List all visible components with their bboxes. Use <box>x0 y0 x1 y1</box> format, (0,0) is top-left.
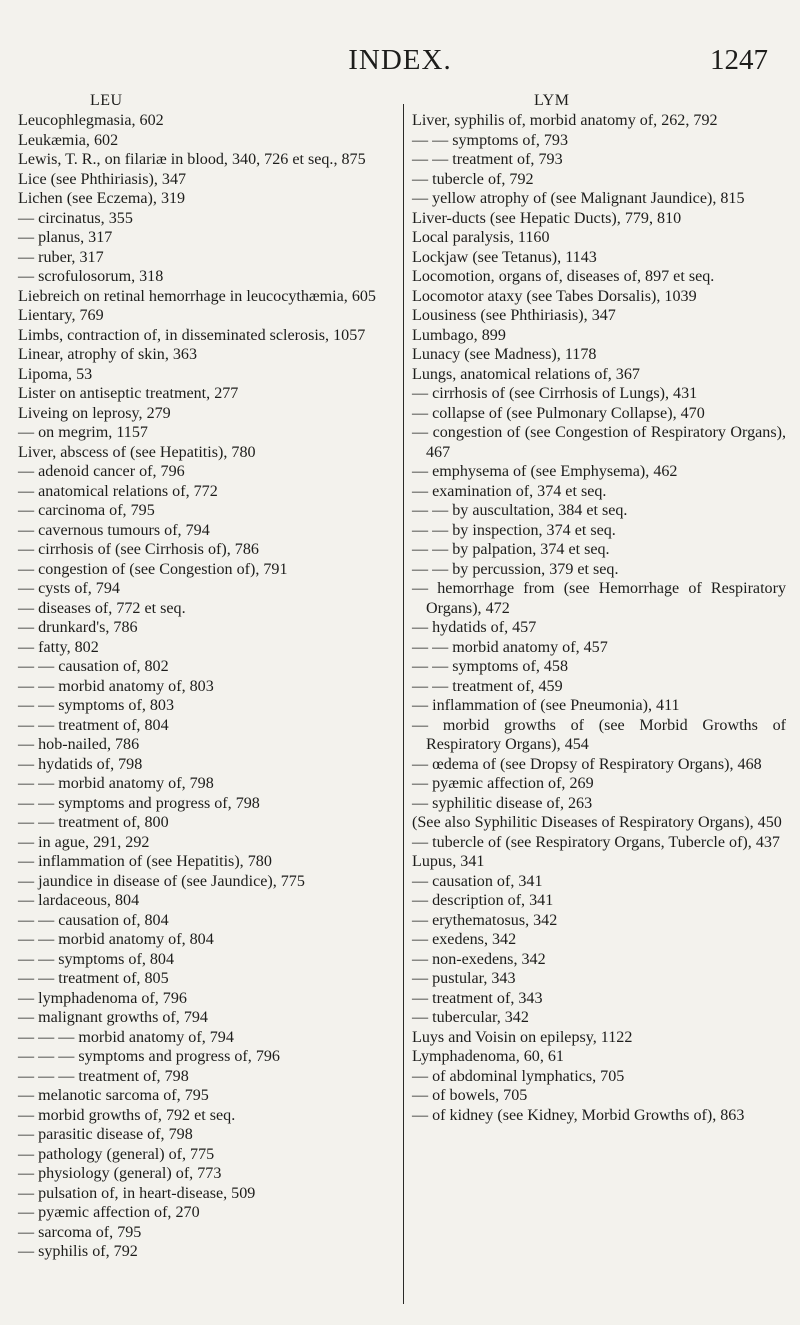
index-entry: Lichen (see Eczema), 319 <box>18 190 186 207</box>
index-entry: Lientary, 769 <box>18 307 104 324</box>
index-entry: — examination of, 374 et seq. <box>412 482 607 500</box>
index-entry: Lunacy (see Madness), 1178 <box>412 346 597 363</box>
index-entry: — planus, 317 <box>18 229 113 246</box>
index-entry: — cirrhosis of (see Cirrhosis of Lungs), 431 <box>412 385 698 402</box>
index-entry: Lymphadenoma, 60, 61 <box>412 1048 564 1065</box>
index-entry: — non-exedens, 342 <box>412 950 546 968</box>
index-entry: — — by auscultation, 384 et seq. <box>412 502 628 519</box>
index-entry: Liveing on leprosy, 279 <box>18 404 171 422</box>
index-entry: Lipoma, 53 <box>18 365 93 383</box>
index-entry: — — treatment of, 805 <box>18 970 169 987</box>
index-entry: — — by palpation, 374 et seq. <box>412 541 610 558</box>
index-entry: Lister on antiseptic treatment, 277 <box>18 385 239 402</box>
index-entry: — lymphadenoma of, 796 <box>18 989 187 1007</box>
index-entry: — cavernous tumours of, 794 <box>18 521 210 539</box>
index-entry: — syphilitic disease of, 263 <box>412 794 593 812</box>
index-entry: — of abdominal lymphatics, 705 <box>412 1067 625 1085</box>
index-entry: — — symptoms of, 793 <box>412 131 569 149</box>
index-entry: — drunkard's, 786 <box>18 619 138 636</box>
index-entry: — inflammation of (see Pneumonia), 411 <box>412 697 680 714</box>
column-divider <box>403 104 404 1304</box>
index-entry: Local paralysis, 1160 <box>412 229 550 246</box>
index-entry: — parasitic disease of, 798 <box>18 1126 193 1143</box>
index-entry: — congestion of (see Congestion of), 791 <box>18 560 288 578</box>
index-entry: — pyæmic affection of, 270 <box>18 1204 200 1221</box>
index-entry: — pyæmic affection of, 269 <box>412 775 594 792</box>
index-entry: — — symptoms of, 804 <box>18 950 175 968</box>
index-entry: — emphysema of (see Emphysema), 462 <box>412 463 678 480</box>
index-entry: — pathology (general) of, 775 <box>18 1145 215 1163</box>
index-entry: Liver, abscess of (see Hepatitis), 780 <box>18 443 256 461</box>
index-entry: — on megrim, 1157 <box>18 424 148 441</box>
index-entry: — of kidney (see Kidney, Morbid Growths of), 863 <box>412 1106 745 1124</box>
index-entry: — pustular, 343 <box>412 970 516 987</box>
index-entry: Lousiness (see Phthiriasis), 347 <box>412 307 616 324</box>
index-entry: — collapse of (see Pulmonary Collapse), 470 <box>412 404 705 422</box>
index-entry: — — symptoms of, 803 <box>18 697 175 714</box>
index-entry: — tubercle of (see Respiratory Organs, Tubercle of), 437 <box>412 833 780 851</box>
index-entry: — sarcoma of, 795 <box>18 1223 142 1241</box>
page-header <box>0 44 800 84</box>
index-entry: — exedens, 342 <box>412 931 517 948</box>
index-entry: — diseases of, 772 et seq. <box>18 599 186 617</box>
index-entry: Liver, syphilis of, morbid anatomy of, 262, 792 <box>412 112 718 129</box>
index-entry: — — — morbid anatomy of, 794 <box>18 1028 234 1046</box>
index-entry: — lardaceous, 804 <box>18 892 140 909</box>
index-entry: — morbid growths of, 792 et seq. <box>18 1106 236 1124</box>
index-entry: — melanotic sarcoma of, 795 <box>18 1087 209 1104</box>
index-entry: — treatment of, 343 <box>412 989 543 1007</box>
index-entry: — — treatment of, 459 <box>412 677 563 695</box>
index-entry: — anatomical relations of, 772 <box>18 482 218 500</box>
index-entry: — syphilis of, 792 <box>18 1243 138 1260</box>
index-entry: Lupus, 341 <box>412 853 485 870</box>
index-entry: — jaundice in disease of (see Jaundice), 775 <box>18 872 305 890</box>
index-entry: — causation of, 341 <box>412 872 543 890</box>
index-entry: — — morbid anatomy of, 803 <box>18 677 214 695</box>
index-entry: (See also Syphilitic Diseases of Respiratory Organs), 450 <box>412 814 782 831</box>
index-entry: — tubercle of, 792 <box>412 170 534 188</box>
page-title: INDEX. <box>348 44 452 76</box>
index-entry: — adenoid cancer of, 796 <box>18 463 185 480</box>
index-entry: — — morbid anatomy of, 804 <box>18 931 214 948</box>
left-guide-word: LEU <box>90 92 123 109</box>
index-entry: — morbid growths of (see Morbid Growths of Respiratory Organs), 454 <box>412 716 786 753</box>
index-entry: — fatty, 802 <box>18 638 99 656</box>
index-entry: — hydatids of, 457 <box>412 619 537 636</box>
index-entry: Lewis, T. R., on filariæ in blood, 340, 726 et seq., 875 <box>18 151 366 168</box>
index-entry: — inflammation of (see Hepatitis), 780 <box>18 853 272 870</box>
index-entry: Leucophlegmasia, 602 <box>18 112 164 129</box>
index-entry: Liebreich on retinal hemorrhage in leucocythæmia, 605 <box>18 287 376 305</box>
right-guide-word: LYM <box>534 92 570 109</box>
index-entry: — — symptoms of, 458 <box>412 658 569 675</box>
index-entry: — — causation of, 804 <box>18 911 169 929</box>
index-entry: — hydatids of, 798 <box>18 755 143 773</box>
index-entry: Lungs, anatomical relations of, 367 <box>412 365 640 383</box>
index-entry: — malignant growths of, 794 <box>18 1009 208 1026</box>
index-entry: Lumbago, 899 <box>412 326 506 344</box>
index-entry: — — — symptoms and progress of, 796 <box>18 1048 280 1065</box>
index-entry: — — treatment of, 804 <box>18 716 169 734</box>
index-entry: Locomotion, organs of, diseases of, 897 et seq. <box>412 268 715 285</box>
index-entry: — — treatment of, 793 <box>412 151 563 168</box>
index-entry: — congestion of (see Congestion of Respiratory Organs), 467 <box>412 424 786 461</box>
index-entry: Liver-ducts (see Hepatic Ducts), 779, 810 <box>412 209 682 227</box>
index-entry: — cysts of, 794 <box>18 580 120 597</box>
index-entry: — — by inspection, 374 et seq. <box>412 521 616 539</box>
index-entry: — of bowels, 705 <box>412 1087 528 1104</box>
index-entry: Lockjaw (see Tetanus), 1143 <box>412 248 597 266</box>
left-index-column <box>18 111 396 1262</box>
index-entry: Luys and Voisin on epilepsy, 1122 <box>412 1028 633 1046</box>
index-entry: — erythematosus, 342 <box>412 911 558 929</box>
index-entry: Lice (see Phthiriasis), 347 <box>18 170 187 188</box>
index-entry: — scrofulosorum, 318 <box>18 268 164 285</box>
index-entry: — — symptoms and progress of, 798 <box>18 794 260 812</box>
index-entry: — — morbid anatomy of, 798 <box>18 775 214 792</box>
index-entry: — — — treatment of, 798 <box>18 1067 189 1085</box>
index-entry: Locomotor ataxy (see Tabes Dorsalis), 1039 <box>412 287 697 305</box>
index-entry: — circinatus, 355 <box>18 209 133 227</box>
index-entry: — œdema of (see Dropsy of Respiratory Organs), 468 <box>412 755 762 773</box>
index-entry: — tubercular, 342 <box>412 1009 529 1026</box>
index-entry: Leukæmia, 602 <box>18 131 119 149</box>
index-entry: — — morbid anatomy of, 457 <box>412 638 608 656</box>
index-entry: — yellow atrophy of (see Malignant Jaundice), 815 <box>412 190 745 207</box>
index-entry: — in ague, 291, 292 <box>18 833 150 851</box>
index-entry: — — by percussion, 379 et seq. <box>412 560 619 578</box>
index-entry: — cirrhosis of (see Cirrhosis of), 786 <box>18 541 259 558</box>
index-entry: — — causation of, 802 <box>18 658 169 675</box>
index-entry: — pulsation of, in heart-disease, 509 <box>18 1184 256 1202</box>
page-number: 1247 <box>710 44 768 76</box>
index-entry: Linear, atrophy of skin, 363 <box>18 346 198 363</box>
right-index-column <box>412 111 786 1125</box>
index-entry: — physiology (general) of, 773 <box>18 1165 222 1182</box>
index-entry: — ruber, 317 <box>18 248 104 266</box>
index-entry: — — treatment of, 800 <box>18 814 169 831</box>
index-entry: — hemorrhage from (see Hemorrhage of Respiratory Organs), 472 <box>412 580 786 617</box>
index-entry: — carcinoma of, 795 <box>18 502 155 519</box>
index-entry: — hob-nailed, 786 <box>18 736 140 753</box>
index-entry: — description of, 341 <box>412 892 554 909</box>
index-entry: Limbs, contraction of, in disseminated sclerosis, 1057 <box>18 326 366 344</box>
